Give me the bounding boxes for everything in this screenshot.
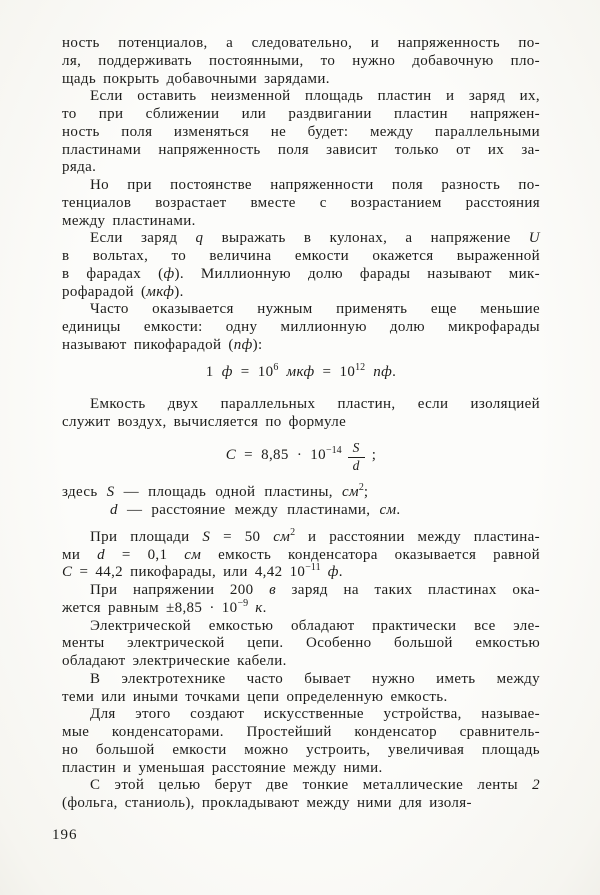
text-line: ля, поддерживать постоянными, то нужно добавочную пло- — [62, 52, 540, 69]
text-line: единицы емкости: одну миллионную долю микрофарады — [62, 319, 540, 335]
formula-fraction — [62, 441, 540, 474]
text-line: Часто оказывается нужным применять еще меньшие — [90, 301, 540, 318]
text-line: теми или иными точками цепи определенную емкость. — [62, 688, 448, 705]
text-line: Но при постоянстве напряженности поля разность по- — [90, 177, 540, 193]
text-line: щадь покрыть добавочными зарядами. — [62, 70, 330, 87]
text-line: d — расстояние между пластинами, см. — [110, 502, 401, 519]
fraction-denominator: d — [352, 457, 360, 473]
text-line: ряда. — [62, 159, 97, 176]
paragraph — [62, 396, 540, 432]
text-line: менты электрической цепи. Особенно большой емкостью — [62, 635, 540, 652]
text-line: обладают электрические кабели. — [62, 653, 287, 670]
text-line: служит воздух, вычисляется по формуле — [62, 414, 347, 430]
text-line: С этой целью берут две тонкие металлические ленты 2 — [90, 777, 540, 794]
text-line: в фарадах (ф). Миллионную долю фарады называют мик- — [62, 265, 540, 282]
text-line: При площади S = 50 $см^2$ и расстоянии между пластина- — [90, 526, 540, 545]
text-line: При напряжении 200 в заряд на таких пластинах ока- — [90, 582, 540, 599]
text-line: Если оставить неизменной площадь пластин и заряд их, — [90, 88, 540, 105]
text-line: мые конденсаторами. Простейший конденсатор сравнитель- — [62, 724, 540, 741]
text-line: жется равным $\pm 8,85 \cdot 10^{-9}$ к. — [62, 597, 267, 616]
paragraph — [62, 230, 540, 301]
text-line: Электрической емкостью обладают практически все эле- — [90, 617, 540, 634]
text-line: называют пикофарадой (пф): — [62, 336, 263, 353]
formula-suffix: ; — [371, 446, 377, 463]
paragraph — [62, 618, 540, 671]
text-line: Если заряд q выражать в кулонах, а напряжение U — [90, 230, 540, 247]
text-line: C = 44,2 пикофарады, или 4,42 $10^{-11}$ ф. — [62, 562, 343, 581]
text-line: ность поля изменяться не будет: между параллельными — [62, 123, 540, 140]
text-line: пластин и уменьшая расстояние между ними. — [62, 759, 383, 776]
text-line: Для этого создают искусственные устройства, называе- — [90, 706, 540, 723]
text-line: то при сближении или раздвигании пластин напряжен- — [62, 106, 540, 122]
definition-block — [62, 484, 540, 520]
paragraph — [62, 706, 540, 777]
text-line: (фольга, станиоль), прокладывают между ними для изоля- — [62, 795, 472, 812]
fraction-numerator: S — [348, 441, 365, 458]
formula-lhs: $C = 8,85 \cdot 10^{-14}$ — [225, 444, 342, 463]
text-line: между пластинами. — [62, 212, 196, 229]
text-line: здесь S — площадь одной пластины, $см^2$; — [62, 482, 369, 501]
formula-line: 1 $ф = 10^6$ мкф = $10^{12}$ пф. — [205, 361, 397, 380]
text-line: тенциалов возрастает вместе с возрастанием расстояния — [62, 194, 540, 211]
paragraph — [62, 177, 540, 230]
paragraph — [62, 35, 540, 88]
text-line: рофарадой (мкф). — [62, 283, 184, 300]
paragraph — [62, 88, 540, 177]
text-line: Емкость двух параллельных пластин, если изоляцией — [90, 396, 540, 413]
paragraph — [62, 582, 540, 618]
text-line: ми d = 0,1 см емкость конденсатора оказывается равной — [62, 546, 540, 563]
text-line: В электротехнике часто бывает нужно иметь между — [90, 670, 540, 687]
paragraph — [62, 777, 540, 813]
text-column — [62, 35, 540, 813]
text-line: ность потенциалов, а следовательно, и напряженность по- — [62, 35, 540, 51]
paragraph — [62, 526, 540, 582]
paragraph — [62, 671, 540, 707]
fraction — [348, 441, 365, 474]
paragraph — [62, 301, 540, 354]
page-number: 196 — [52, 827, 78, 843]
text-line: но большой емкости можно устроить, увеличивая площадь — [62, 741, 540, 758]
text-line: в вольтах, то величина емкости окажется выраженной — [62, 248, 540, 264]
text-line: пластинами напряженность поля зависит только от их за- — [62, 141, 540, 158]
